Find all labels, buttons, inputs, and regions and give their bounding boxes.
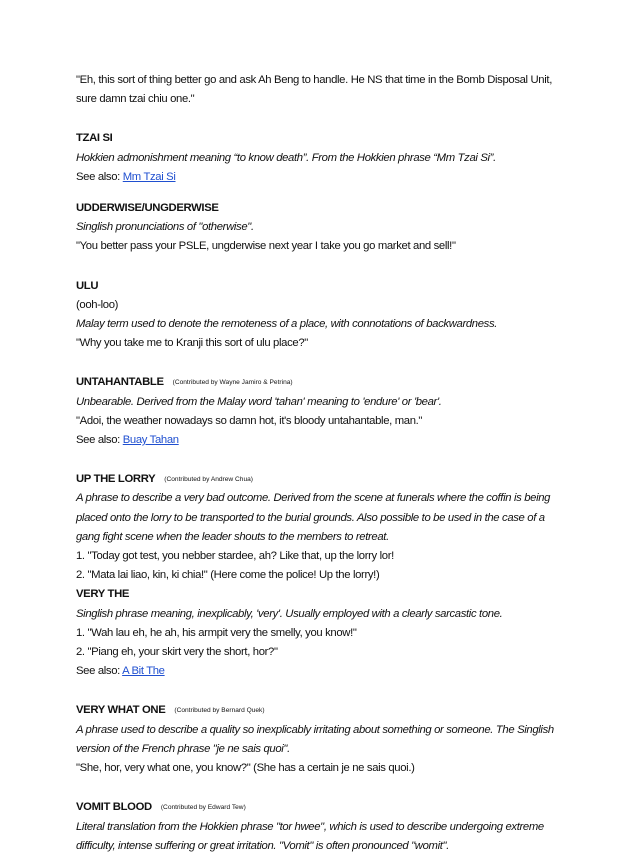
entry-definition: A phrase used to describe a quality so inexplicably irritating about something or someone. The Singlish [76, 723, 554, 736]
see-also-link[interactable]: Buay Tahan [122, 434, 179, 447]
entry-definition: A phrase to describe a very bad outcome. Derived from the scene at funerals where the coffin is being [76, 492, 551, 505]
entry-term: VOMIT BLOOD [76, 801, 152, 814]
entry-definition: version of the French phrase "je ne sais quoi". [76, 742, 290, 755]
entry-contributor: (Contributed by Andrew Chua) [164, 476, 253, 484]
entry-term: VERY WHAT ONE [76, 704, 166, 717]
entry-definition: Hokkien admonishment meaning “to know death”. From the Hokkien phrase “Mm Tzai Si”. [76, 151, 496, 164]
entry-untahantable [76, 373, 576, 450]
entry-example: "Why you take me to Kranji this sort of ulu place?" [76, 337, 308, 350]
see-also [76, 662, 576, 681]
entry-definition: gang fight scene when the leader shouts to the members to retreat. [76, 530, 389, 543]
entry-term: UDDERWISE/UNGDERWISE [76, 202, 219, 215]
see-also-label: See also: [76, 170, 123, 183]
entry-example: "You better pass your PSLE, ungderwise next year I take you go market and sell!" [76, 240, 456, 253]
see-also-link[interactable]: A Bit The [122, 665, 165, 678]
entry-very-what-one [76, 701, 576, 778]
intro-quote [76, 71, 576, 109]
entry-udderwise [76, 199, 576, 257]
entry-definition: Literal translation from the Hokkien phrase "tor hwee", which is used to describe undergoing extreme [76, 820, 544, 833]
entry-tzai-si [76, 129, 576, 187]
entry-contributor: (Contributed by Wayne Jamiro & Petrina) [172, 379, 293, 387]
entry-example: 1. "Today got test, you nebber stardee, ah? Like that, up the lorry lor! [76, 550, 394, 563]
entry-up-the-lorry [76, 470, 576, 585]
entry-definition: Singlish pronunciations of "otherwise". [76, 221, 254, 234]
entry-example: "Adoi, the weather nowadays so damn hot, it's bloody untahantable, man." [76, 414, 423, 427]
entry-example: 1. "Wah lau eh, he ah, his armpit very the smelly, you know!" [76, 626, 357, 639]
entry-vomit-blood [76, 798, 576, 856]
entry-contributor: (Contributed by Bernard Quek) [174, 707, 265, 715]
see-also-link[interactable]: Mm Tzai Si [122, 170, 176, 183]
see-also-label: See also: [76, 434, 123, 447]
intro-line: "Eh, this sort of thing better go and ask Ah Beng to handle. He NS that time in the Bomb Disposal Unit, [76, 74, 552, 86]
entry-term: VERY THE [76, 588, 130, 601]
entry-example: 2. "Mata lai liao, kin, ki chia!" (Here come the police! Up the lorry!) [76, 569, 380, 582]
entry-definition: Singlish phrase meaning, inexplicably, 'very'. Usually employed with a clearly sarcastic tone. [76, 607, 503, 620]
entry-ulu [76, 277, 576, 354]
entry-very-the [76, 585, 576, 681]
see-also [76, 431, 576, 450]
entry-definition: difficulty, intense suffering or great irritation. "Vomit" is often pronounced "womit". [76, 839, 450, 852]
entry-term: TZAI SI [76, 132, 113, 145]
glossary-content [76, 71, 576, 856]
entry-term: ULU [76, 279, 99, 292]
entry-term: UNTAHANTABLE [76, 376, 164, 389]
entry-pronunciation: (ooh-loo) [76, 298, 119, 311]
entry-term: UP THE LORRY [76, 473, 156, 486]
entry-example: 2. "Piang eh, your skirt very the short, hor?" [76, 646, 278, 659]
entry-definition: Malay term used to denote the remoteness of a place, with connotations of backwardness. [76, 318, 498, 331]
entry-definition: placed onto the lorry to be transported to the burial grounds. Also possible to be used in the case of a [76, 511, 545, 524]
entry-example: "She, hor, very what one, you know?" (She has a certain je ne sais quoi.) [76, 762, 415, 775]
entry-contributor: (Contributed by Edward Tew) [160, 804, 246, 812]
see-also [76, 168, 576, 187]
see-also-label: See also: [76, 665, 123, 678]
intro-line: sure damn tzai chiu one." [76, 93, 195, 106]
entry-definition: Unbearable. Derived from the Malay word 'tahan' meaning to 'endure' or 'bear'. [76, 395, 442, 408]
